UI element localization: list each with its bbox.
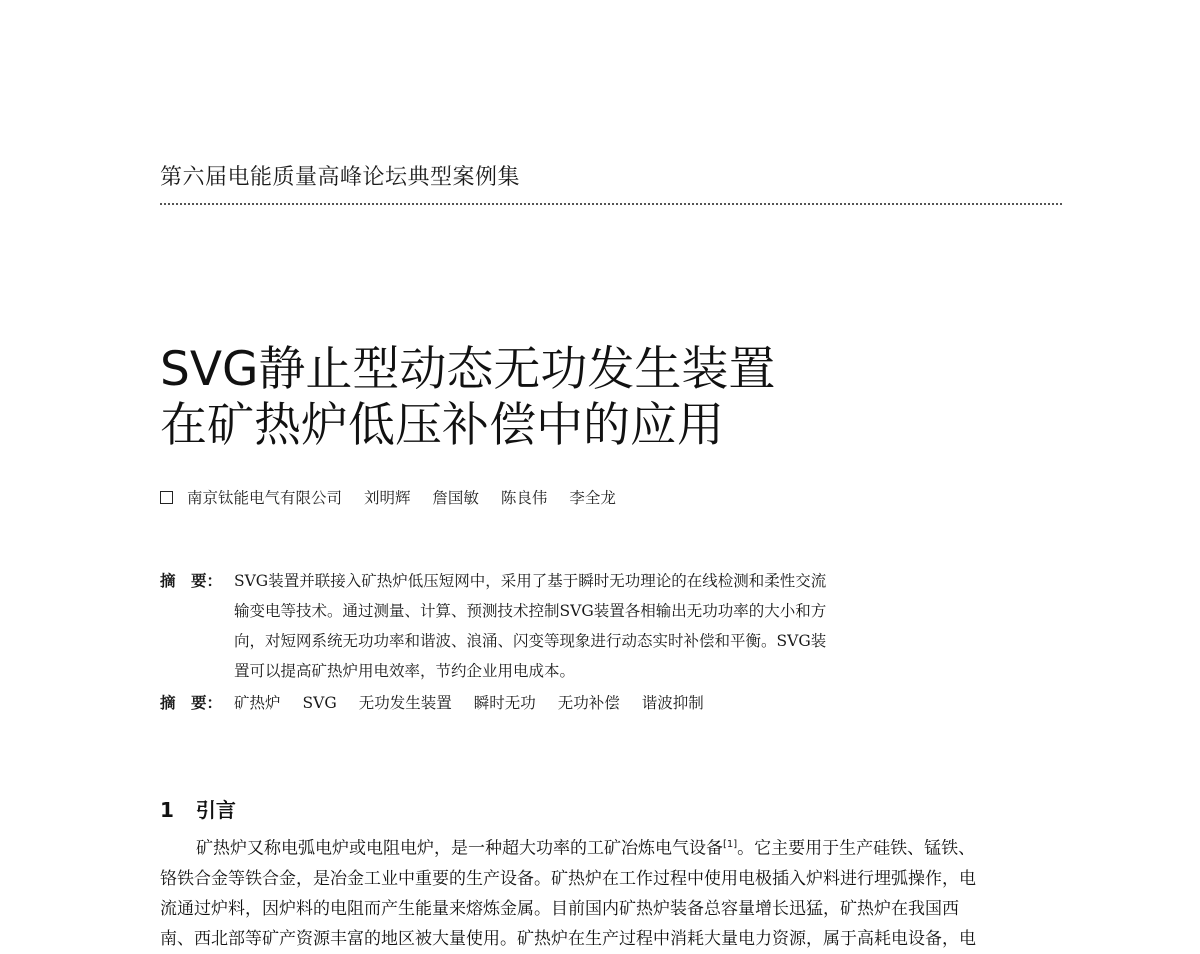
- keywords-label: 摘 要：: [160, 694, 223, 712]
- abstract-line: 输变电等技术。通过测量、计算、预测技术控制SVG装置各相输出无功功率的大小和方: [234, 602, 827, 620]
- citation-ref: [1]: [723, 839, 738, 850]
- author: 詹国敏: [432, 489, 479, 507]
- abstract-line: 置可以提高矿热炉用电效率，节约企业用电成本。: [234, 662, 576, 680]
- title-line-2: 在矿热炉低压补偿中的应用: [160, 398, 724, 453]
- author: 李全龙: [569, 489, 616, 507]
- body-text-segment: 。它主要用于生产硅铁、锰铁、: [737, 838, 976, 859]
- section-heading: [160, 794, 236, 823]
- body-line: 流通过炉料，因炉料的电阻而产生能量来熔炼金属。目前国内矿热炉装备总容量增长迅猛，矿热炉在我国西: [160, 898, 959, 919]
- running-head: 第六届电能质量高峰论坛典型案例集: [160, 165, 521, 190]
- body-line: 南、西北部等矿产资源丰富的地区被大量使用。矿热炉在生产过程中消耗大量电力资源，属于高耗电设备，电: [160, 928, 976, 949]
- keyword: 瞬时无功: [473, 694, 536, 712]
- title-line-1: SVG静止型动态无功发生装置: [160, 342, 776, 397]
- header-divider: [160, 203, 1062, 205]
- section-number: 1: [160, 798, 174, 822]
- abstract-line: 向，对短网系统无功功率和谐波、浪涌、闪变等现象进行动态实时补偿和平衡。SVG装: [234, 632, 827, 650]
- author: 陈良伟: [500, 489, 548, 507]
- keyword: 矿热炉: [234, 694, 281, 712]
- keywords: [160, 688, 960, 718]
- abstract: [160, 566, 960, 718]
- keyword: 无功补偿: [557, 694, 620, 712]
- keyword: 无功发生装置: [358, 694, 452, 712]
- abstract-line: SVG装置并联接入矿热炉低压短网中，采用了基于瞬时无功理论的在线检测和柔性交流: [234, 572, 827, 590]
- abstract-label: 摘 要：: [160, 572, 223, 590]
- paper-title: [160, 342, 775, 454]
- affiliation: 南京钛能电气有限公司: [187, 489, 343, 507]
- author: 刘明辉: [363, 489, 411, 507]
- body-line: 铬铁合金等铁合金，是冶金工业中重要的生产设备。矿热炉在工作过程中使用电极插入炉料进行埋弧操作，电: [160, 868, 976, 889]
- body-line: [160, 830, 1062, 864]
- body-text-segment: 矿热炉又称电弧电炉或电阻电炉，是一种超大功率的工矿冶炼电气设备: [196, 838, 723, 859]
- keyword: SVG: [302, 694, 337, 712]
- checkbox-square-icon: [160, 491, 173, 504]
- keyword: 谐波抑制: [641, 694, 704, 712]
- byline: [160, 486, 633, 508]
- body-text: [160, 830, 1062, 954]
- section-title: 引言: [195, 798, 236, 822]
